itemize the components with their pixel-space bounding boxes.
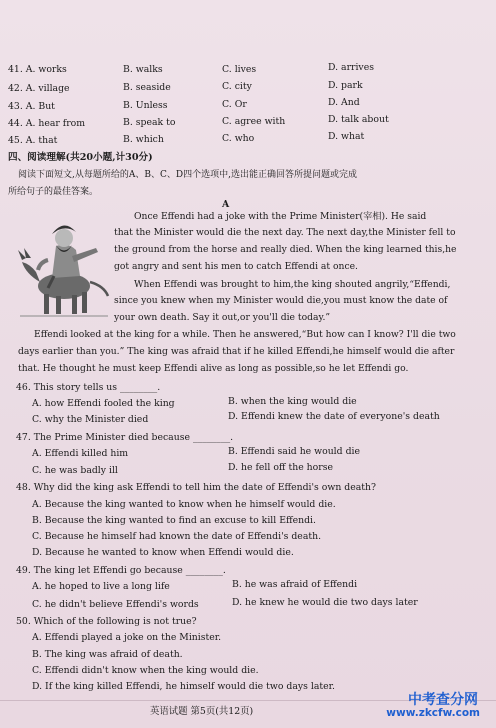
q46-option-c: C. why the Minister died (32, 414, 149, 425)
option-42-b: B. seaside (123, 82, 171, 93)
option-42-a: 42. A. village (8, 83, 70, 94)
instruction-line-1: 阅读下面短文,从每题所给的A、B、C、D四个选项中,选出能正确回答所提问题或完成 (18, 170, 357, 180)
passage-line: Effendi looked at the king for a while. Then he answered,“But how can I know? I'll die two (34, 329, 456, 340)
option-44-a: 44. A. hear from (8, 118, 86, 129)
option-41-d: D. arrives (328, 62, 374, 73)
option-43-d: D. And (328, 97, 360, 108)
option-44-b: B. speak to (123, 117, 176, 128)
q48-option-b: B. Because the king wanted to find an excuse to kill Effendi. (32, 515, 316, 526)
passage-line: got angry and sent his men to catch Effendi at once. (114, 261, 358, 272)
option-45-d: D. what (328, 131, 365, 142)
question-47: 47. The Prime Minister died because ________. (16, 432, 234, 443)
question-48: 48. Why did the king ask Effendi to tell him the date of Effendi's own death? (16, 482, 376, 493)
effendi-donkey-illustration (12, 212, 112, 320)
q50-option-a: A. Effendi played a joke on the Minister. (32, 632, 222, 643)
question-46: 46. This story tells us ________. (16, 382, 161, 393)
option-42-d: D. park (328, 80, 363, 91)
passage-line: the ground from the horse and really died. When the king learned this,he (114, 244, 457, 255)
instruction-line-2: 所给句子的最佳答案。 (8, 187, 99, 197)
q47-option-c: C. he was badly ill (32, 465, 118, 476)
q49-option-a: A. he hoped to live a long life (32, 581, 170, 592)
watermark-title: 中考查分网 (408, 692, 478, 708)
option-44-c: C. agree with (222, 116, 286, 127)
option-42-c: C. city (222, 81, 252, 92)
q49-option-d: D. he knew he would die two days later (232, 597, 418, 608)
option-41-c: C. lives (222, 64, 257, 75)
option-45-c: C. who (222, 133, 255, 144)
q46-option-d: D. Effendi knew the date of everyone's death (228, 411, 440, 422)
q50-option-b: B. The king was afraid of death. (32, 649, 183, 660)
passage-label: A (222, 199, 230, 210)
q50-option-d: D. If the king killed Effendi, he himself would die two days later. (32, 681, 335, 692)
q47-option-a: A. Effendi killed him (32, 448, 129, 459)
passage-line: since you knew when my Minister would die,you must know the date of (114, 295, 448, 306)
option-43-b: B. Unless (123, 100, 168, 111)
q48-option-c: C. Because he himself had known the date of Effendi's death. (32, 531, 322, 542)
question-50: 50. Which of the following is not true? (16, 616, 197, 627)
passage-line: that the Minister would die the next day. The next day,the Minister fell to (114, 227, 456, 238)
passage-line: Once Effendi had a joke with the Prime Minister(宰相). He said (134, 211, 427, 222)
q48-option-a: A. Because the king wanted to know when he himself would die. (32, 499, 336, 510)
q50-option-c: C. Effendi didn't know when the king would die. (32, 665, 259, 676)
passage-line: your own death. Say it out,or you'll die today.” (114, 312, 331, 323)
q47-option-d: D. he fell off the horse (228, 462, 333, 473)
passage-line: When Effendi was brought to him,the king shouted angrily,“Effendi, (134, 279, 451, 290)
q49-option-c: C. he didn't believe Effendi's words (32, 599, 199, 610)
option-41-b: B. walks (123, 64, 163, 75)
option-45-b: B. which (123, 134, 164, 145)
q48-option-d: D. Because he wanted to know when Effendi would die. (32, 547, 294, 558)
page-footer: 英语试题 第5页(共12页) (150, 706, 254, 717)
q49-option-b: B. he was afraid of Effendi (232, 579, 358, 590)
option-44-d: D. talk about (328, 114, 389, 125)
question-49: 49. The king let Effendi go because ________. (16, 565, 226, 576)
passage-line: days earlier than you.” The king was afraid that if he killed Effendi,he himself would die after (18, 346, 455, 357)
q46-option-a: A. how Effendi fooled the king (32, 398, 175, 409)
passage-line: that. He thought he must keep Effendi alive as long as possible,so he let Effendi go. (18, 363, 409, 374)
option-41-a: 41. A. works (8, 64, 67, 75)
option-45-a: 45. A. that (8, 135, 58, 146)
option-43-a: 43. A. But (8, 101, 55, 112)
watermark-url[interactable]: www.zkcfw.com (386, 707, 480, 719)
q46-option-b: B. when the king would die (228, 396, 357, 407)
option-43-c: C. Or (222, 99, 247, 110)
q47-option-b: B. Effendi said he would die (228, 446, 360, 457)
section-title: 四、阅读理解(共20小题,计30分) (8, 152, 153, 163)
